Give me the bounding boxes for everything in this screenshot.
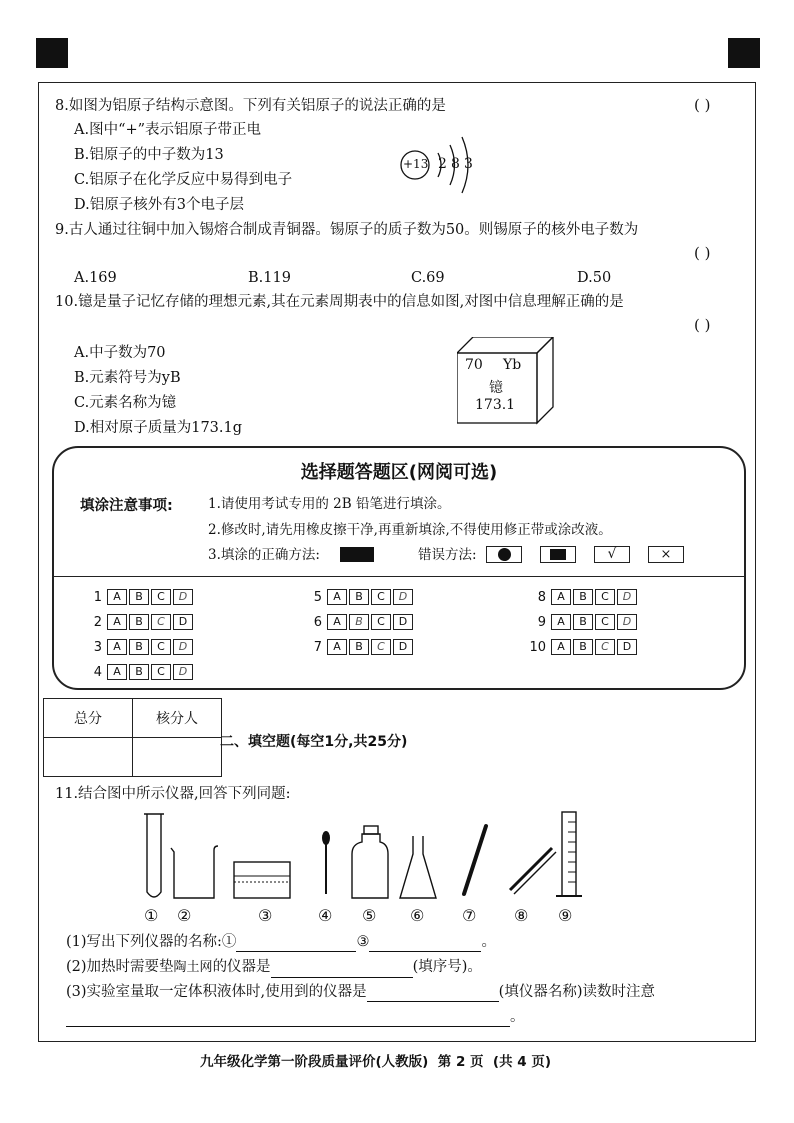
notice-1: 1.请使用考试专用的 2B 铅笔进行填涂。 <box>208 496 451 512</box>
answer-bubble-3-d[interactable]: D <box>173 639 193 655</box>
answer-bubble-6-a[interactable]: A <box>327 614 347 630</box>
element-cell-diagram <box>457 337 557 437</box>
answer-bubble-6-d[interactable]: D <box>393 614 413 630</box>
apparatus-label-9: ⑨ <box>558 906 573 925</box>
corner-mark-right <box>728 38 760 68</box>
answer-bubble-2-b[interactable]: B <box>129 614 149 630</box>
q8-option-c: C.铝原子在化学反应中易得到电子 <box>74 172 293 188</box>
answer-bubble-4-c[interactable]: C <box>151 664 171 680</box>
answer-bubble-3-c[interactable]: C <box>151 639 171 655</box>
wrong-sample-dot <box>486 546 522 563</box>
apparatus-label-4: ④ <box>318 906 333 925</box>
q11-sub3-blank-1[interactable] <box>367 987 499 1002</box>
apparatus-drawings <box>130 806 600 906</box>
answer-bubble-8-c[interactable]: C <box>595 589 615 605</box>
q11-sub2-ceramic: 陶土网 <box>173 960 213 975</box>
q11-stem: 11.结合图中所示仪器,回答下列同题: <box>55 786 291 802</box>
q11-sub2-blank[interactable] <box>271 963 413 978</box>
answer-bubble-9-a[interactable]: A <box>551 614 571 630</box>
apparatus-label-7: ⑦ <box>462 906 477 925</box>
answer-bubble-8-a[interactable]: A <box>551 589 571 605</box>
answer-bubble-10-b[interactable]: B <box>573 639 593 655</box>
notice-2: 2.修改时,请先用橡皮擦干净,再重新填涂,不得使用修正带或涂改液。 <box>208 522 612 538</box>
q8-option-a: A.图中“+”表示铝原子带正电 <box>74 122 262 138</box>
answer-bubble-3-b[interactable]: B <box>129 639 149 655</box>
q9-answer-paren[interactable]: ( ) <box>694 244 711 262</box>
answer-row-10 <box>526 639 639 655</box>
apparatus-label-3: ③ <box>258 906 273 925</box>
score-header-checker: 核分人 <box>133 699 222 738</box>
answer-bubble-8-d[interactable]: D <box>617 589 637 605</box>
answer-bubble-4-d[interactable]: D <box>173 664 193 680</box>
element-symbol: Yb <box>503 357 522 373</box>
q10-option-c: C.元素名称为镱 <box>74 395 177 411</box>
q9-option-c: C.69 <box>411 270 445 286</box>
apparatus-label-1: ① <box>144 906 159 925</box>
score-table <box>43 698 222 777</box>
beaker-icon <box>171 846 218 898</box>
q10-option-b: B.元素符号为yB <box>74 370 181 386</box>
score-cell-total[interactable] <box>44 738 133 777</box>
q10-option-a: A.中子数为70 <box>74 345 166 361</box>
answer-row-number: 9 <box>537 614 546 630</box>
notice-label: 填涂注意事项: <box>80 498 173 514</box>
element-mass: 173.1 <box>475 397 516 413</box>
q10-stem: 10.镱是量子记忆存储的理想元素,其在元素周期表中的信息如图,对图中信息理解正确的是 <box>55 294 624 310</box>
q9-option-d: D.50 <box>577 270 612 286</box>
q8-answer-paren[interactable]: ( ) <box>694 96 711 114</box>
q11-sub3 <box>66 982 655 1002</box>
q8-option-d: D.铝原子核外有3个电子层 <box>74 197 244 213</box>
answer-bubble-5-c[interactable]: C <box>371 589 391 605</box>
q11-sub2-mid: 的仪器是 <box>212 959 271 975</box>
answer-bubble-6-c[interactable]: C <box>371 614 391 630</box>
graduated-cylinder-icon <box>556 812 582 896</box>
atom-nucleus-charge: +13 <box>403 157 429 171</box>
answer-bubble-5-b[interactable]: B <box>349 589 369 605</box>
q11-sub1-end: 。 <box>481 934 496 950</box>
element-atomic-number: 70 <box>465 357 483 373</box>
answer-bubble-8-b[interactable]: B <box>573 589 593 605</box>
answer-bubble-1-a[interactable]: A <box>107 589 127 605</box>
q9-option-a: A.169 <box>74 270 117 286</box>
q11-sub3-suffix: (填仪器名称)读数时注意 <box>498 984 655 1000</box>
section-2-title: 二、填空题(每空1分,共25分) <box>220 734 408 750</box>
q10-answer-paren[interactable]: ( ) <box>694 316 711 334</box>
reagent-bottle-icon <box>352 826 388 898</box>
apparatus-label-5: ⑤ <box>362 906 377 925</box>
answer-row-number: 1 <box>93 589 102 605</box>
trough-icon <box>234 862 290 898</box>
q8-stem: 8.如图为铝原子结构示意图。下列有关铝原子的说法正确的是 <box>55 98 446 114</box>
q11-sub2 <box>66 957 482 978</box>
wrong-method-label: 错误方法: <box>418 547 477 563</box>
q9-option-b: B.119 <box>248 270 291 286</box>
answer-row-6 <box>302 614 415 630</box>
q11-sub3-blank-2[interactable] <box>66 1012 510 1027</box>
answer-row-7 <box>302 639 415 655</box>
apparatus-label-6: ⑥ <box>410 906 425 925</box>
q8-option-b: B.铝原子的中子数为13 <box>74 147 224 163</box>
answer-bubble-7-a[interactable]: A <box>327 639 347 655</box>
answer-row-number: 2 <box>93 614 102 630</box>
apparatus-label-2: ② <box>177 906 192 925</box>
atom-shell-2: 8 <box>451 156 460 172</box>
q11-sub1-mid: ③ <box>356 934 370 950</box>
answer-bubble-7-b[interactable]: B <box>349 639 369 655</box>
answer-bubble-10-c[interactable]: C <box>595 639 615 655</box>
q11-sub1 <box>66 932 496 952</box>
q9-stem: 9.古人通过往铜中加入锡熔合制成青铜器。锡原子的质子数为50。则锡原子的核外电子数为 <box>55 222 639 238</box>
answer-bubble-2-a[interactable]: A <box>107 614 127 630</box>
answer-row-8 <box>526 589 639 605</box>
q11-sub1-blank-2[interactable] <box>369 937 481 952</box>
score-cell-checker[interactable] <box>133 738 222 777</box>
answer-bubble-4-a[interactable]: A <box>107 664 127 680</box>
answer-row-number: 10 <box>529 639 546 655</box>
test-tube-icon <box>144 814 164 897</box>
answer-bubble-1-c[interactable]: C <box>151 589 171 605</box>
q11-sub1-blank-1[interactable] <box>236 937 356 952</box>
answer-bubble-7-d[interactable]: D <box>393 639 413 655</box>
answer-sheet-title: 选择题答题区(网阅可选) <box>300 462 498 483</box>
q11-sub2-suffix: (填序号)。 <box>412 959 482 975</box>
correct-fill-sample <box>340 547 374 562</box>
answer-bubble-9-c[interactable]: C <box>595 614 615 630</box>
aluminum-atom-diagram <box>398 120 488 210</box>
apparatus-figure <box>130 806 600 906</box>
answer-bubble-2-d[interactable]: D <box>173 614 193 630</box>
notice-3-correct-label: 3.填涂的正确方法: <box>208 547 320 563</box>
score-header-total: 总分 <box>44 699 133 738</box>
q11-sub2-prefix: (2)加热时需要垫 <box>66 959 174 975</box>
dropper-icon <box>322 831 330 894</box>
answer-bubble-3-a[interactable]: A <box>107 639 127 655</box>
answer-bubble-9-d[interactable]: D <box>617 614 637 630</box>
q11-sub3-line2 <box>66 1007 525 1027</box>
corner-mark-left <box>36 38 68 68</box>
answer-row-5 <box>302 589 415 605</box>
answer-bubble-2-c[interactable]: C <box>151 614 171 630</box>
wrong-sample-check: √ <box>594 546 630 563</box>
apparatus-label-8: ⑧ <box>514 906 529 925</box>
q11-sub1-prefix: (1)写出下列仪器的名称:① <box>66 934 237 950</box>
answer-sheet <box>52 446 746 690</box>
q11-sub3-prefix: (3)实验室量取一定体积液体时,使用到的仪器是 <box>66 984 367 1000</box>
answer-row-1 <box>82 589 195 605</box>
answer-bubble-7-c[interactable]: C <box>371 639 391 655</box>
answer-bubble-9-b[interactable]: B <box>573 614 593 630</box>
page-footer: 九年级化学第一阶段质量评价(人教版) 第 2 页 (共 4 页) <box>200 1054 552 1070</box>
q11-sub3-end: 。 <box>510 1009 525 1025</box>
wrong-sample-partial <box>540 546 576 563</box>
glass-rod-icon <box>464 826 486 894</box>
answer-bubble-6-b[interactable]: B <box>349 614 369 630</box>
answer-row-9 <box>526 614 639 630</box>
answer-bubble-4-b[interactable]: B <box>129 664 149 680</box>
tongs-icon <box>510 848 556 894</box>
element-name: 镱 <box>489 380 503 396</box>
answer-row-number: 5 <box>313 589 322 605</box>
answer-bubble-1-b[interactable]: B <box>129 589 149 605</box>
answer-row-4 <box>82 664 195 680</box>
answer-bubble-10-d[interactable]: D <box>617 639 637 655</box>
atom-shell-1: 2 <box>438 156 447 172</box>
q10-option-d: D.相对原子质量为173.1g <box>74 420 243 436</box>
answer-row-3 <box>82 639 195 655</box>
answer-row-number: 7 <box>313 639 322 655</box>
answer-row-2 <box>82 614 195 630</box>
answer-bubble-5-d[interactable]: D <box>393 589 413 605</box>
answer-row-number: 4 <box>93 664 102 680</box>
answer-row-number: 6 <box>313 614 322 630</box>
answer-bubble-10-a[interactable]: A <box>551 639 571 655</box>
answer-row-number: 3 <box>93 639 102 655</box>
answer-bubble-1-d[interactable]: D <box>173 589 193 605</box>
wrong-sample-cross: × <box>648 546 684 563</box>
atom-shell-3: 3 <box>464 156 473 172</box>
answer-bubble-5-a[interactable]: A <box>327 589 347 605</box>
element-cell-box <box>457 337 557 433</box>
conical-flask-icon <box>400 836 436 898</box>
answer-sheet-divider <box>54 576 744 577</box>
answer-row-number: 8 <box>537 589 546 605</box>
